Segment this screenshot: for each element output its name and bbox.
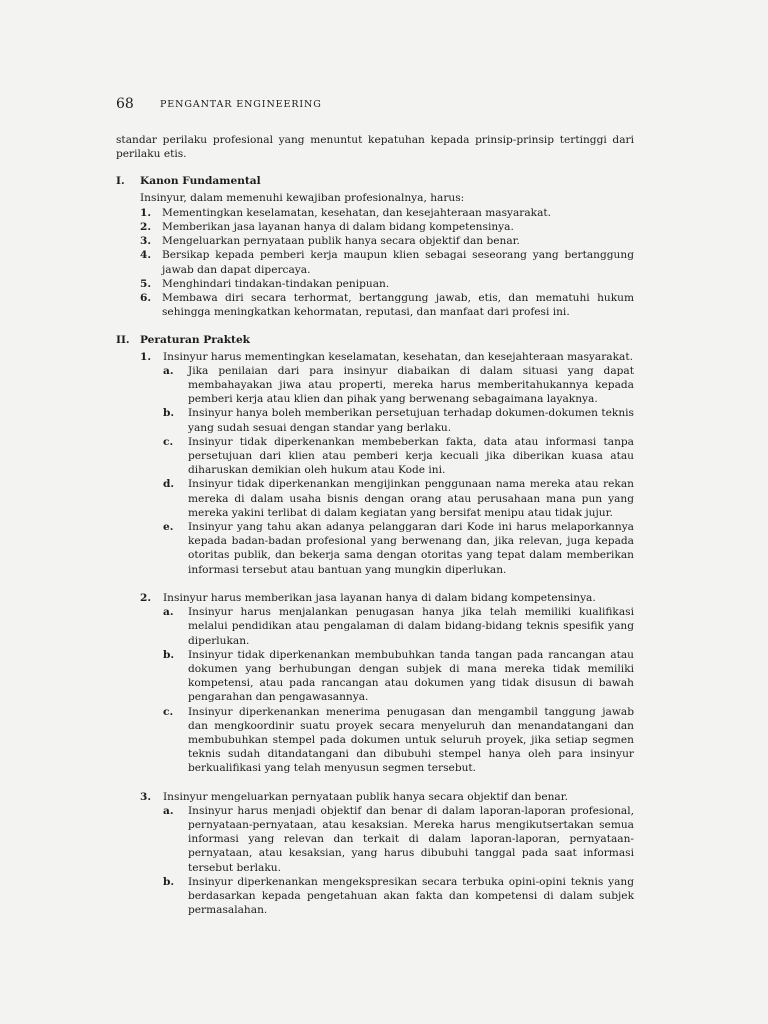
section-heading (116, 333, 634, 347)
item-text: Mementingkan keselamatan, kesehatan, dan kesejahteraan masyarakat. (162, 206, 552, 219)
rule-item (140, 350, 634, 577)
sub-letter: d. (163, 478, 175, 491)
rule-text: Insinyur mengeluarkan pernyataan publik hanya secara objektif dan benar. (163, 790, 569, 803)
item-number: 1. (140, 206, 152, 219)
rule-item (140, 591, 634, 776)
sub-item (163, 520, 634, 577)
sub-item (163, 406, 634, 434)
section-kanon-fundamental (116, 174, 634, 319)
item-number: 5. (140, 277, 152, 290)
sub-letter: b. (163, 648, 175, 661)
sub-item (163, 648, 634, 705)
item-number: 4. (140, 249, 152, 262)
sub-letter: c. (163, 705, 174, 718)
sub-text: Insinyur tidak diperkenankan membeberkan fakta, data atau informasi tanpa persetujuan dari klien atau pemberi kerja kecuali jika diberikan kuasa atau diharuskan demikian oleh hukum atau Kode ini. (188, 435, 634, 477)
item-text: Memberikan jasa layanan hanya di dalam bidang kompetensinya. (162, 221, 514, 234)
rule-text: Insinyur harus memberikan jasa layanan hanya di dalam bidang kompetensinya. (163, 591, 596, 604)
section-title: Kanon Fundamental (140, 175, 261, 188)
page-body (116, 133, 634, 917)
item-number: 2. (140, 221, 152, 234)
sub-text: Insinyur yang tahu akan adanya pelanggaran dari Kode ini harus melaporkannya kepada badan-badan profesional yang berwenang dan, jika relevan, juga kepada otoritas publik, dan bekerja sama dengan otoritas yang tepat dalam memberikan informasi tersebut atau bantuan yang mungkin diperlukan. (188, 521, 634, 576)
rule-number: 1. (140, 350, 152, 363)
sub-item (163, 364, 634, 407)
list-item (140, 234, 634, 248)
running-title: PENGANTAR ENGINEERING (160, 99, 322, 110)
canon-list (140, 206, 634, 320)
intro-paragraph: standar perilaku profesional yang menuntut kepatuhan kepada prinsip-prinsip tertinggi dari perilaku etis. (116, 134, 634, 161)
sub-list (163, 804, 634, 918)
sub-text: Insinyur hanya boleh memberikan persetujuan terhadap dokumen-dokumen teknis yang sudah sesuai dengan standar yang berlaku. (188, 407, 634, 434)
section-number: II. (116, 334, 130, 347)
list-item (140, 277, 634, 291)
sub-list (163, 605, 634, 775)
sub-text: Insinyur tidak diperkenankan membubuhkan tanda tangan pada rancangan atau dokumen yang berhubungan dengan subjek di mana mereka tidak memiliki kompetensi, atau pada rancangan atau dokumen yang tidak disusun di bawah pengarahan dan pengawasannya. (188, 648, 634, 704)
sub-text: Insinyur harus menjalankan penugasan hanya jika telah memiliki kualifikasi melalui pendidikan atau pengalaman di dalam bidang-bidang teknis spesifik yang diperlukan. (188, 606, 634, 647)
section-peraturan-praktek (116, 333, 634, 917)
sub-letter: a. (163, 804, 174, 817)
list-item (140, 220, 634, 234)
section-number: I. (116, 175, 125, 188)
item-text: Membawa diri secara terhormat, bertanggung jawab, etis, dan mematuhi hukum sehingga meningkatkan kehormatan, reputasi, dan manfaat dari profesi ini. (162, 292, 634, 319)
sub-letter: e. (163, 521, 174, 534)
item-number: 6. (140, 292, 152, 305)
sub-letter: a. (163, 364, 174, 377)
sub-item (163, 605, 634, 648)
item-number: 3. (140, 235, 152, 248)
section-title: Peraturan Praktek (140, 334, 251, 347)
sub-item (163, 875, 634, 918)
sub-letter: b. (163, 407, 175, 420)
sub-text: Insinyur diperkenankan menerima penugasan dan mengambil tanggung jawab dan mengkoordinir suatu proyek secara menyeluruh dan menandatangani dan membubuhkan stempel pada dokumen untuk seluruh proyek, jika setiap segmen teknis sudah ditandatangani dan dibubuhi stempel hanya oleh para insinyur berkualifikasi yang telah menyusun segmen tersebut. (188, 705, 634, 775)
sub-text: Insinyur diperkenankan mengekspresikan secara terbuka opini-opini teknis yang berdasarkan kepada pengetahuan akan fakta dan kompetensi di dalam subjek permasalahan. (188, 875, 634, 917)
sub-item (163, 804, 634, 875)
rule-number: 2. (140, 591, 152, 604)
sub-text: Insinyur harus menjadi objektif dan benar di dalam laporan-laporan profesional, pernyataan-pernyataan, atau kesaksian. Mereka harus mengikutsertakan semua informasi yang relevan dan terkait di dalam laporan-laporan, pernyataan-pernyataan, atau kesaksian, yang harus dibubuhi tanggal pada saat informasi tersebut berlaku. (188, 804, 634, 874)
page-header (116, 96, 656, 114)
section-heading (116, 174, 634, 188)
list-item (140, 291, 634, 319)
sub-item (163, 705, 634, 776)
sub-letter: a. (163, 606, 174, 619)
sub-text: Jika penilaian dari para insinyur diabaikan di dalam situasi yang dapat membahayakan jiwa atau properti, mereka harus memberitahukannya kepada pemberi kerja atau klien dan pihak yang berwenang sebagaimana layaknya. (188, 364, 634, 406)
sub-item (163, 435, 634, 478)
item-text: Mengeluarkan pernyataan publik hanya secara objektif dan benar. (162, 235, 520, 248)
sub-text: Insinyur tidak diperkenankan mengijinkan penggunaan nama mereka atau rekan mereka di dalam usaha bisnis dengan orang atau perusahaan mana pun yang mereka yakini terlibat di dalam kegiatan yang bersifat menipu atau tidak jujur. (188, 478, 634, 519)
item-text: Bersikap kepada pemberi kerja maupun klien sebagai seseorang yang bertanggung jawab dan dapat dipercaya. (162, 249, 634, 276)
list-item (140, 248, 634, 276)
item-text: Menghindari tindakan-tindakan penipuan. (162, 277, 390, 290)
rule-number: 3. (140, 790, 152, 803)
sub-letter: c. (163, 435, 174, 448)
section-lead: Insinyur, dalam memenuhi kewajiban profesionalnya, harus: (140, 191, 465, 204)
rule-text: Insinyur harus mementingkan keselamatan, kesehatan, dan kesejahteraan masyarakat. (163, 350, 633, 363)
rule-item (140, 790, 634, 918)
page-number: 68 (116, 96, 134, 112)
list-item (140, 206, 634, 220)
sub-item (163, 477, 634, 520)
sub-list (163, 364, 634, 577)
sub-letter: b. (163, 875, 175, 888)
